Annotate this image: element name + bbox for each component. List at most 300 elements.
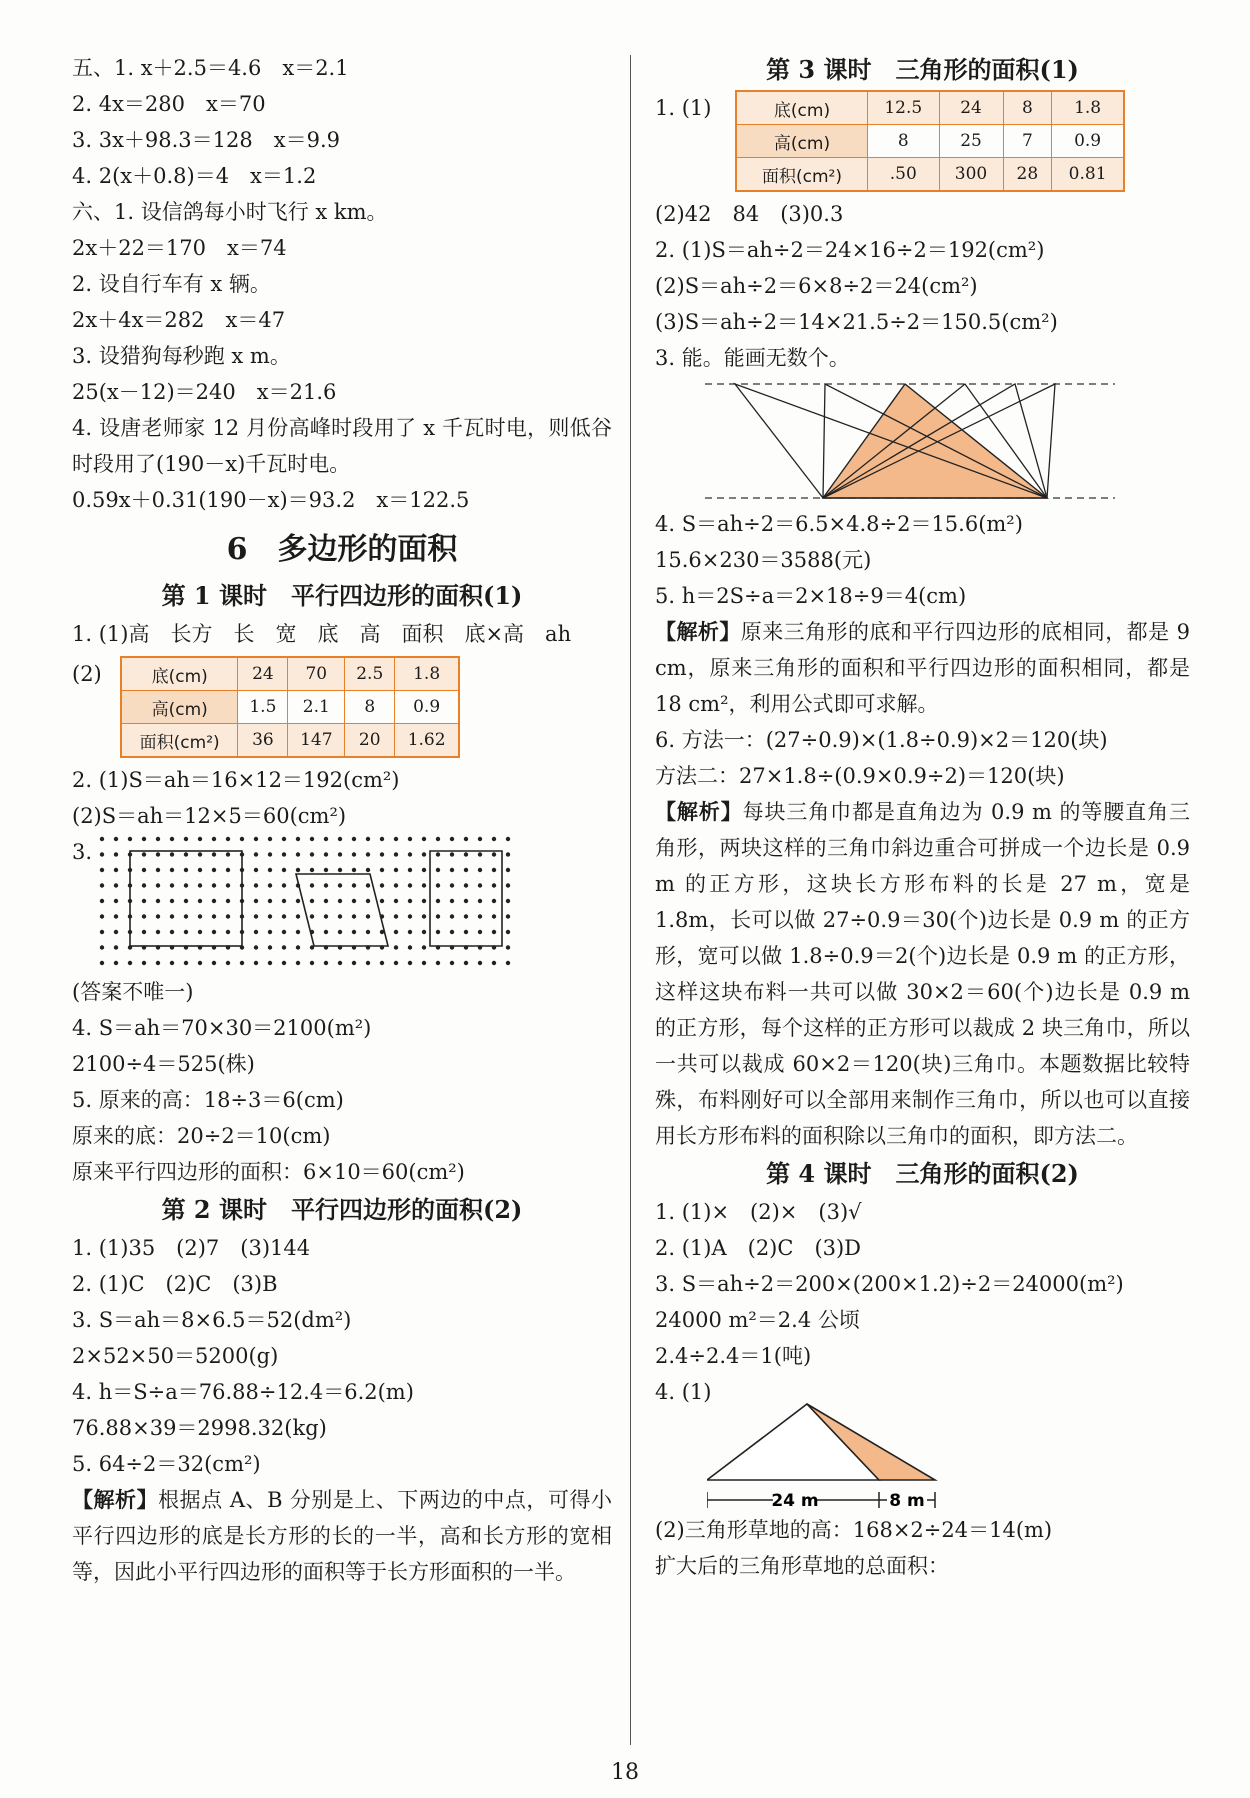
answer-line: 1. (1)35 (2)7 (3)144 — [72, 1236, 311, 1260]
table-cell: 24 — [939, 91, 1003, 125]
grid-dot — [296, 945, 300, 949]
grid-dot — [170, 899, 174, 903]
grid-dot — [170, 930, 174, 934]
answer-line: 2. 设自行车有 x 辆。 — [72, 272, 271, 296]
grid-dot — [212, 852, 216, 856]
answer-line: 1. (1)× (2)× (3)√ — [655, 1200, 862, 1224]
grid-dot — [464, 868, 468, 872]
grid-dot — [408, 945, 412, 949]
grid-dot — [100, 961, 104, 965]
lesson-title: 第 1 课时 平行四边形的面积(1) — [161, 581, 523, 610]
grid-dot — [310, 899, 314, 903]
grid-dot — [198, 961, 202, 965]
grid-dot — [296, 837, 300, 841]
answer-line: 1. (1)高 长方 长 宽 底 高 面积 底×高 ah — [72, 622, 572, 646]
table-cell: 2.5 — [345, 657, 395, 691]
grid-dot — [422, 899, 426, 903]
table-header-cell: 底(cm) — [121, 657, 238, 691]
grid-dot — [170, 961, 174, 965]
grid-dot — [254, 883, 258, 887]
table-cell: 1.62 — [395, 724, 459, 758]
answer-line: 15.6×230＝3588(元) — [655, 548, 872, 572]
table-cell: 1.8 — [395, 657, 459, 691]
grid-dot — [492, 868, 496, 872]
grid-dot — [464, 852, 468, 856]
grid-dot — [408, 868, 412, 872]
grid-dot — [282, 883, 286, 887]
answer-line: 0.59x＋0.31(190－x)＝93.2 x＝122.5 — [72, 488, 470, 512]
grid-dot — [282, 930, 286, 934]
table-header-cell: 面积(cm²) — [121, 724, 238, 758]
answer-line: (2)三角形草地的高：168×2÷24＝14(m) — [655, 1518, 1053, 1542]
analysis-tag: 【解析】 — [655, 799, 743, 824]
analysis-paragraph — [655, 614, 1190, 722]
grid-dot — [114, 899, 118, 903]
grid-dot — [338, 899, 342, 903]
grid-dot — [184, 883, 188, 887]
table-header-cell: 高(cm) — [121, 691, 238, 724]
analysis-text: 每块三角巾都是直角边为 0.9 m 的等腰直角三角形，两块这样的三角巾斜边重合可拼成一个边长是 0.9 m 的正方形，这块长方形布料的长是 27 m，宽是 1.8m，长可以做 27÷0.9＝30(个)边长是 0.9 m 的正方形，宽可以做 1.8÷0.9＝2(个)边长是 0.9 m 的正方形，这样这块布料一共可以做 30×2＝60(个)边长是 0.9 m 的正方形，每个这样的正方形可以裁成 2 块三角巾，所以一共可以裁成 60×2＝120(块)三角巾。本题数据比较特殊，布料刚好可以全部用来制作三角巾，所以也可以直接用长方形布料的面积除以三角巾的面积，即方法二。 — [655, 800, 1190, 1148]
answer-line: 24000 m²＝2.4 公顷 — [655, 1308, 860, 1332]
grid-dot — [422, 883, 426, 887]
grid-dot — [184, 930, 188, 934]
grid-dot — [422, 868, 426, 872]
grid-dot — [310, 883, 314, 887]
grid-dot — [128, 837, 132, 841]
analysis-tag: 【解析】 — [72, 1487, 159, 1512]
answer-line: 2x＋22＝170 x＝74 — [72, 236, 287, 260]
grid-dot — [254, 868, 258, 872]
grid-dot — [100, 852, 104, 856]
grid-dot — [394, 914, 398, 918]
answer-line: 2. (1)A (2)C (3)D — [655, 1236, 862, 1260]
lesson-title: 第 4 课时 三角形的面积(2) — [766, 1159, 1079, 1188]
grid-dot — [506, 868, 510, 872]
grid-dot — [170, 883, 174, 887]
grid-dot — [100, 868, 104, 872]
table-row-wrapper — [72, 656, 612, 758]
grid-dot — [478, 868, 482, 872]
answer-line: 4. 设唐老师家 12 月份高峰时段用了 x 千瓦时电，则低谷时段用了(190－x)千瓦时电。 — [72, 416, 612, 476]
grid-dot — [212, 868, 216, 872]
grid-dot — [142, 961, 146, 965]
answer-line: 3. 设猎狗每秒跑 x m。 — [72, 344, 291, 368]
column-divider — [630, 55, 631, 1745]
grid-dot — [142, 930, 146, 934]
grid-dot — [226, 961, 230, 965]
answer-line: 2x＋4x＝282 x＝47 — [72, 308, 286, 332]
answer-label: (2) — [72, 662, 102, 686]
table-cell: 1.5 — [238, 691, 288, 724]
grid-dot — [408, 883, 412, 887]
grid-dot — [366, 899, 370, 903]
grid-dot — [492, 914, 496, 918]
grid-dot — [506, 945, 510, 949]
grid-dot — [394, 945, 398, 949]
grid-dot — [366, 914, 370, 918]
grid-dot — [212, 914, 216, 918]
lesson-title: 第 3 课时 三角形的面积(1) — [766, 55, 1079, 84]
chapter-title: 6 多边形的面积 — [226, 532, 458, 567]
grid-dot — [100, 930, 104, 934]
grid-dot — [450, 961, 454, 965]
grid-dot — [282, 868, 286, 872]
grid-dot — [464, 961, 468, 965]
grid-dot — [394, 837, 398, 841]
label-24m: 24 m — [771, 1491, 819, 1511]
answer-line: 原来平行四边形的面积：6×10＝60(cm²) — [72, 1160, 465, 1184]
grid-dot — [170, 868, 174, 872]
grid-dot — [492, 899, 496, 903]
answer-line: 2. (1)C (2)C (3)B — [72, 1272, 278, 1296]
table-row — [121, 724, 459, 758]
triangles-figure — [705, 376, 1125, 506]
left-column — [72, 50, 612, 1590]
table-cell: 0.9 — [1052, 125, 1124, 158]
answer-line: 4. (1) — [655, 1380, 712, 1404]
grid-dot — [408, 914, 412, 918]
grid-dot — [450, 914, 454, 918]
grid-dot — [156, 852, 160, 856]
grid-dot — [254, 899, 258, 903]
grid-dot — [436, 868, 440, 872]
table-cell: 300 — [939, 158, 1003, 192]
grid-dot — [338, 852, 342, 856]
lesson-title: 第 2 课时 平行四边形的面积(2) — [161, 1195, 523, 1224]
grid-dot — [352, 868, 356, 872]
table-header-cell: 高(cm) — [736, 125, 868, 158]
grid-dot — [212, 837, 216, 841]
grid-dot — [436, 852, 440, 856]
dot-grid-figure — [72, 834, 612, 974]
grid-dot — [478, 930, 482, 934]
grid-dot — [254, 837, 258, 841]
lawn-figure — [707, 1402, 1007, 1512]
grid-dot — [310, 852, 314, 856]
grid-dot — [296, 868, 300, 872]
grid-dot — [198, 883, 202, 887]
grid-dot — [422, 945, 426, 949]
grid-dot — [422, 837, 426, 841]
table-cell: 8 — [868, 125, 940, 158]
grid-dot — [352, 883, 356, 887]
answer-line: 4. h＝S÷a＝76.88÷12.4＝6.2(m) — [72, 1380, 414, 1404]
grid-dot — [492, 883, 496, 887]
grid-dot — [380, 899, 384, 903]
grid-dot — [156, 914, 160, 918]
analysis-text: 根据点 A、B 分别是上、下两边的中点，可得小平行四边形的底是长方形的长的一半，高和长方形的宽相等，因此小平行四边形的面积等于长方形面积的一半。 — [72, 1488, 612, 1584]
table-row — [736, 158, 1124, 192]
answer-line: (答案不唯一) — [72, 980, 194, 1004]
answer-line: (2)S＝ah＝12×5＝60(cm²) — [72, 804, 347, 828]
grid-dot — [352, 852, 356, 856]
grid-dot — [240, 837, 244, 841]
grid-dot — [380, 883, 384, 887]
grid-dot — [254, 945, 258, 949]
grid-dot — [226, 883, 230, 887]
grid-dot — [254, 930, 258, 934]
grid-dot — [436, 837, 440, 841]
table-row — [736, 125, 1124, 158]
grid-dot — [338, 868, 342, 872]
grid-dot — [492, 837, 496, 841]
analysis-text: 原来三角形的底和平行四边形的底相同，都是 9 cm，原来三角形的面积和平行四边形的面积相同，都是 18 cm²，利用公式即可求解。 — [655, 620, 1191, 716]
grid-dot — [114, 930, 118, 934]
grid-dot — [184, 837, 188, 841]
grid-dot — [142, 837, 146, 841]
grid-dot — [380, 868, 384, 872]
grid-dot — [212, 930, 216, 934]
grid-dot — [324, 930, 328, 934]
answer-table — [735, 90, 1125, 192]
grid-dot — [296, 930, 300, 934]
answer-line: 25(x－12)＝240 x＝21.6 — [72, 380, 337, 404]
grid-dot — [464, 899, 468, 903]
table-cell: 7 — [1003, 125, 1052, 158]
table-row — [736, 91, 1124, 125]
grid-dot — [436, 961, 440, 965]
grid-dot — [506, 914, 510, 918]
answer-line: 76.88×39＝2998.32(kg) — [72, 1416, 327, 1440]
table-cell: 0.81 — [1052, 158, 1124, 192]
grid-dot — [198, 868, 202, 872]
answer-line: 2. (1)S＝ah÷2＝24×16÷2＝192(cm²) — [655, 238, 1045, 262]
grid-dot — [114, 914, 118, 918]
grid-dot — [492, 930, 496, 934]
grid-dot — [268, 868, 272, 872]
grid-dot — [338, 961, 342, 965]
grid-dot — [184, 899, 188, 903]
answer-line: 6. 方法一：(27÷0.9)×(1.8÷0.9)×2＝120(块) — [655, 728, 1108, 752]
grid-dot — [450, 852, 454, 856]
grid-dot — [268, 914, 272, 918]
grid-dot — [338, 930, 342, 934]
grid-dot — [408, 961, 412, 965]
table-cell: 36 — [238, 724, 288, 758]
grid-dot — [394, 899, 398, 903]
label-8m: 8 m — [889, 1491, 925, 1511]
answer-line: 4. 2(x＋0.8)＝4 x＝1.2 — [72, 164, 317, 188]
table-cell: 70 — [288, 657, 345, 691]
answer-line: 5. h＝2S÷a＝2×18÷9＝4(cm) — [655, 584, 967, 608]
grid-dot — [478, 837, 482, 841]
grid-dot — [268, 945, 272, 949]
answer-line: 5. 64÷2＝32(cm²) — [72, 1452, 261, 1476]
grid-dot — [100, 945, 104, 949]
grid-dot — [142, 852, 146, 856]
answer-line: 原来的底：20÷2＝10(cm) — [72, 1124, 331, 1148]
grid-dot — [268, 837, 272, 841]
grid-dot — [394, 852, 398, 856]
grid-dot — [170, 914, 174, 918]
grid-dot — [198, 837, 202, 841]
grid-dot — [268, 961, 272, 965]
grid-dot — [422, 914, 426, 918]
answer-line: 2.4÷2.4＝1(吨) — [655, 1344, 812, 1368]
grid-dot — [436, 883, 440, 887]
grid-dot — [128, 961, 132, 965]
grid-dot — [366, 868, 370, 872]
grid-dot — [464, 837, 468, 841]
grid-dot — [478, 914, 482, 918]
grid-dot — [408, 930, 412, 934]
grid-dot — [506, 961, 510, 965]
grid-dot — [114, 945, 118, 949]
table-cell: 24 — [238, 657, 288, 691]
grid-dot — [254, 852, 258, 856]
grid-dot — [240, 961, 244, 965]
grid-dot — [338, 883, 342, 887]
grid-dot — [226, 914, 230, 918]
grid-dot — [268, 930, 272, 934]
grid-dot — [226, 852, 230, 856]
grid-dot — [506, 930, 510, 934]
grid-dot — [296, 961, 300, 965]
grid-dot — [506, 852, 510, 856]
grid-dot — [394, 961, 398, 965]
grid-dot — [464, 930, 468, 934]
grid-dot — [226, 930, 230, 934]
grid-dot — [492, 852, 496, 856]
grid-dot — [184, 852, 188, 856]
grid-dot — [310, 961, 314, 965]
grid-dot — [114, 837, 118, 841]
table-row-wrapper — [655, 90, 1190, 192]
grid-dot — [366, 930, 370, 934]
answer-line: 3. 3x＋98.3＝128 x＝9.9 — [72, 128, 340, 152]
grid-dot — [142, 883, 146, 887]
answer-line: (3)S＝ah÷2＝14×21.5÷2＝150.5(cm²) — [655, 310, 1058, 334]
grid-dot — [212, 883, 216, 887]
table-row — [121, 691, 459, 724]
grid-dot — [156, 899, 160, 903]
analysis-paragraph — [72, 1482, 612, 1590]
grid-dot — [352, 899, 356, 903]
answer-line: 扩大后的三角形草地的总面积： — [655, 1554, 949, 1578]
grid-dot — [282, 899, 286, 903]
grid-dot — [142, 914, 146, 918]
grid-dot — [352, 961, 356, 965]
grid-dot — [338, 914, 342, 918]
grid-dot — [282, 961, 286, 965]
page-number: 18 — [611, 1760, 639, 1785]
grid-dot — [114, 852, 118, 856]
grid-dot — [380, 837, 384, 841]
grid-dot — [352, 837, 356, 841]
grid-dot — [394, 883, 398, 887]
grid-dot — [422, 852, 426, 856]
grid-dot — [310, 837, 314, 841]
grid-dot — [352, 914, 356, 918]
grid-dot — [478, 899, 482, 903]
grid-dot — [282, 945, 286, 949]
analysis-tag: 【解析】 — [655, 619, 741, 644]
answer-line: 2. 4x＝280 x＝70 — [72, 92, 266, 116]
grid-dot — [156, 868, 160, 872]
grid-dot — [324, 868, 328, 872]
grid-dot — [324, 837, 328, 841]
grid-dot — [310, 914, 314, 918]
grid-dot — [100, 837, 104, 841]
answer-line: 4. S＝ah＝70×30＝2100(m²) — [72, 1016, 372, 1040]
grid-dot — [100, 899, 104, 903]
table-header-cell: 面积(cm²) — [736, 158, 868, 192]
grid-dot — [464, 914, 468, 918]
grid-dot — [324, 899, 328, 903]
grid-dot — [366, 883, 370, 887]
grid-dot — [450, 930, 454, 934]
grid-dot — [506, 837, 510, 841]
grid-dot — [114, 868, 118, 872]
table-cell: 28 — [1003, 158, 1052, 192]
answer-table — [120, 656, 460, 758]
table-cell: 8 — [345, 691, 395, 724]
grid-dot — [156, 837, 160, 841]
answer-line: 方法二：27×1.8÷(0.9×0.9÷2)＝120(块) — [655, 764, 1065, 788]
grid-dot — [268, 883, 272, 887]
grid-dot — [282, 852, 286, 856]
grid-dot — [198, 914, 202, 918]
grid-dot — [422, 961, 426, 965]
table-cell: 25 — [939, 125, 1003, 158]
grid-dot — [282, 837, 286, 841]
table-cell: 2.1 — [288, 691, 345, 724]
grid-dot — [170, 837, 174, 841]
answer-line: 3. S＝ah÷2＝200×(200×1.2)÷2＝24000(m²) — [655, 1272, 1124, 1296]
grid-dot — [198, 852, 202, 856]
answer-line: 六、1. 设信鸽每小时飞行 x km。 — [72, 200, 388, 224]
grid-dot — [226, 868, 230, 872]
table-cell: 12.5 — [868, 91, 940, 125]
grid-dot — [506, 883, 510, 887]
table-cell: .50 — [868, 158, 940, 192]
analysis-paragraph — [655, 794, 1190, 1154]
answer-line: 4. S＝ah÷2＝6.5×4.8÷2＝15.6(m²) — [655, 512, 1023, 536]
answer-line: 2100÷4＝525(株) — [72, 1052, 255, 1076]
grid-dot — [198, 899, 202, 903]
grid-dot — [170, 852, 174, 856]
grid-dot — [478, 961, 482, 965]
grid-dot — [324, 914, 328, 918]
grid-dot — [268, 899, 272, 903]
grid-dot — [450, 883, 454, 887]
grid-dot — [478, 883, 482, 887]
answer-line: 2. (1)S＝ah＝16×12＝192(cm²) — [72, 768, 400, 792]
grid-dot — [212, 899, 216, 903]
table-cell: 8 — [1003, 91, 1052, 125]
grid-dot — [100, 883, 104, 887]
grid-dot — [380, 961, 384, 965]
grid-dot — [366, 961, 370, 965]
grid-dot — [142, 868, 146, 872]
answer-line: (2)42 84 (3)0.3 — [655, 202, 844, 226]
grid-dot — [184, 961, 188, 965]
grid-dot — [310, 868, 314, 872]
grid-dot — [254, 914, 258, 918]
grid-dot — [156, 930, 160, 934]
grid-dot — [394, 868, 398, 872]
grid-dot — [142, 899, 146, 903]
grid-dot — [296, 852, 300, 856]
grid-dot — [450, 868, 454, 872]
grid-dot — [408, 899, 412, 903]
grid-dot — [450, 899, 454, 903]
answer-line: (2)S＝ah÷2＝6×8÷2＝24(cm²) — [655, 274, 978, 298]
answer-line: 3. S＝ah＝8×6.5＝52(dm²) — [72, 1308, 352, 1332]
grid-dot — [478, 852, 482, 856]
grid-dot — [464, 883, 468, 887]
grid-dot — [296, 899, 300, 903]
